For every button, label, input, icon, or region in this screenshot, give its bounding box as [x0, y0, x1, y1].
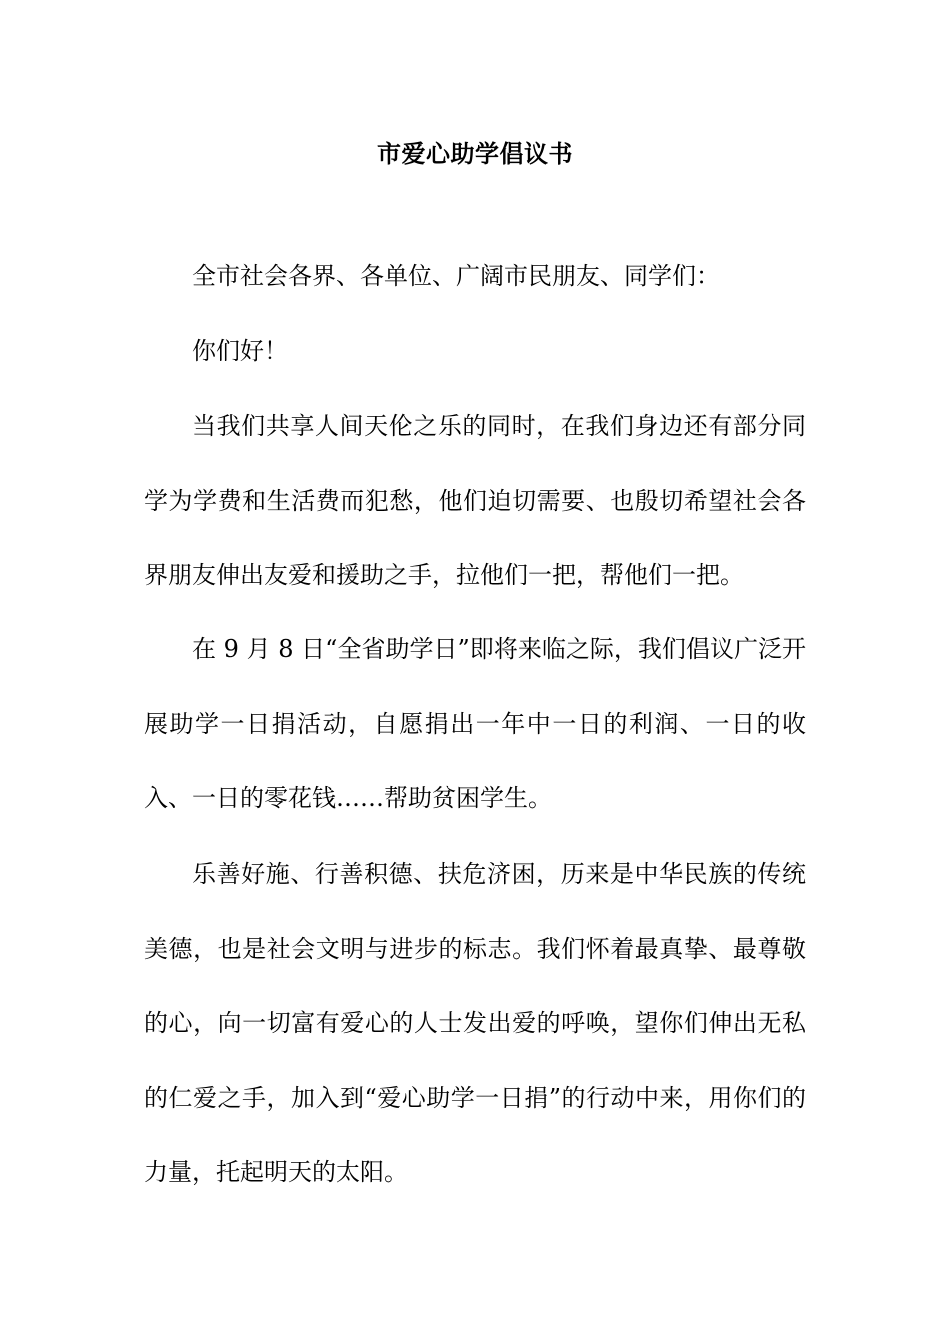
paragraph-2: 在 9 月 8 日“全省助学日”即将来临之际，我们倡议广泛开展助学一日捐活动，自愿捐出一年中一日的利润、一日的收入、一日的零花钱……帮助贫困学生。: [144, 635, 806, 812]
document-title: 市爱心助学倡议书: [377, 139, 573, 168]
greeting-line: 你们好！: [192, 337, 288, 365]
paragraph-1: 当我们共享人间天伦之乐的同时，在我们身边还有部分同学为学费和生活费而犯愁，他们迫切需要、也殷切希望社会各界朋友伸出友爱和援助之手，拉他们一把，帮他们一把。: [144, 412, 806, 589]
salutation-line: 全市社会各界、各单位、广阔市民朋友、同学们：: [192, 262, 720, 290]
paragraph-3: 乐善好施、行善积德、扶危济困，历来是中华民族的传统美德，也是社会文明与进步的标志。我们怀着最真挚、最尊敬的心，向一切富有爱心的人士发出爱的呼唤，望你们伸出无私的仁爱之手，加入到“爱心助学一日捐”的行动中来，用你们的力量，托起明天的太阳。: [144, 860, 806, 1186]
